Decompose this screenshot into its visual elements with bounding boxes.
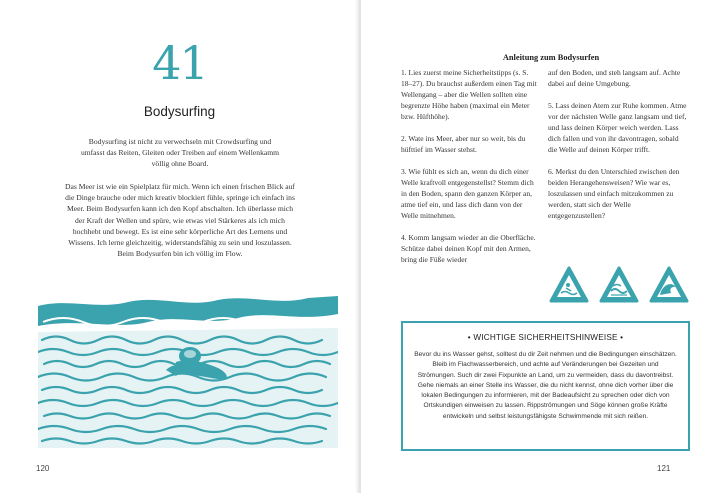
intro-paragraph: Bodysurfing ist nicht zu verwechseln mit Crowdsurfing und umfasst das Reiten, Gleiten oder Treiben auf einem Wellenkamm völlig ohne Board. bbox=[80, 137, 280, 168]
right-page bbox=[361, 0, 720, 493]
swimmer-in-waves-illustration bbox=[38, 292, 338, 448]
surfer-warning-icon bbox=[551, 268, 587, 301]
step-text: auf den Boden, und steh langsam auf. Achte dabei auf deine Umgebung. bbox=[548, 68, 681, 88]
page-number-right: 121 bbox=[657, 464, 671, 473]
body-paragraph: Das Meer ist wie ein Spielplatz für mich. Wenn ich einen frischen Blick auf die Dinge brauche oder mich kreativ blockiert fühle, springe ich einfach ins Meer. Beim Bodysurfen kann ich den Kopf abschalten. Ich überlasse mich der Kraft der Wellen und spüre, wie etwas viel Stärkeres als ich mich hochhebt und bewegt. Es ist eine sehr körperliche Art des Lernens und Wissens. Ich lerne gleichzeitig, widerstandsfähig zu sein und loszulassen. Beim Bodysurfen bin ich völlig im Flow. bbox=[65, 182, 295, 259]
big-wave-warning-icon bbox=[651, 268, 687, 301]
safety-title: • WICHTIGE SICHERHEITSHINWEISE • bbox=[467, 333, 624, 342]
step-text: 5. Lass deinen Atem zur Ruhe kommen. Atme vor der nächsten Welle ganz langsam und tief, und lass deinen Körper weich werden. Lass dich fallen und von ihr davontragen, sobald die Welle auf deinen Körper trifft. bbox=[548, 101, 687, 154]
step-text: 4. Komm langsam wieder an die Oberfläche. Schütze dabei deinen Kopf mit den Armen, bring die Füße wieder bbox=[401, 233, 536, 264]
chapter-title: Bodysurfing bbox=[143, 104, 216, 119]
step-text: 3. Wie fühlt es sich an, wenn du dich einer Welle kraftvoll entgegenstellst? Stemm dich in den Boden, spann den ganzen Körper an, atme tief ein, und lass dich dann von der Welle mitnehmen. bbox=[401, 167, 534, 220]
instructions-column-b bbox=[548, 67, 688, 232]
page-number-left: 120 bbox=[36, 464, 50, 473]
safety-text: Bevor du ins Wasser gehst, solltest du dir Zeit nehmen und die Bedingungen einschätzen. Bleib im Flachwasserbereich, und achte auf Veränderungen bei Gezeiten und Strömungen. Such dir zwei Fixpunkte an Land, um zu vermeiden, dass du davontreibst. Gehe niemals an einer Stelle ins Wasser, die du nicht kennst, ohne dich vorher über die lokalen Bedingungen zu informieren, mit der Badeaufsicht zu sprechen oder dich von Ortskundigen einweisen zu lassen. Rippströmungen und Söge können große Kräfte entwickeln und selbst leistungsfähigste Schwimmende mit sich reißen. bbox=[414, 351, 677, 420]
step-text: 2. Wate ins Meer, aber nur so weit, bis du hüfttief im Wasser stehst. bbox=[401, 134, 526, 154]
instructions-heading: Anleitung zum Bodysurfen bbox=[502, 53, 600, 62]
step-text: 6. Merkst du den Unterschied zwischen den beiden Herangehensweisen? Wie war es, loszulassen und einfach mitzukommen zu werden, statt sich der Welle entgegenzustellen? bbox=[548, 167, 680, 220]
warning-signs bbox=[549, 265, 689, 305]
current-warning-icon bbox=[601, 268, 637, 301]
safety-notice-box bbox=[401, 321, 690, 451]
instructions-column-a bbox=[401, 67, 541, 276]
step-text: 1. Lies zuerst meine Sicherheitstipps (s. S. 18–27). Du brauchst außerdem einen Tag mit Wellengang – aber die Wellen sollten eine begrenzte Höhe haben (maximal ein Meter bzw. Hüfthöhe). bbox=[401, 68, 537, 121]
left-page bbox=[0, 0, 359, 493]
chapter-number: 41 bbox=[152, 36, 207, 90]
